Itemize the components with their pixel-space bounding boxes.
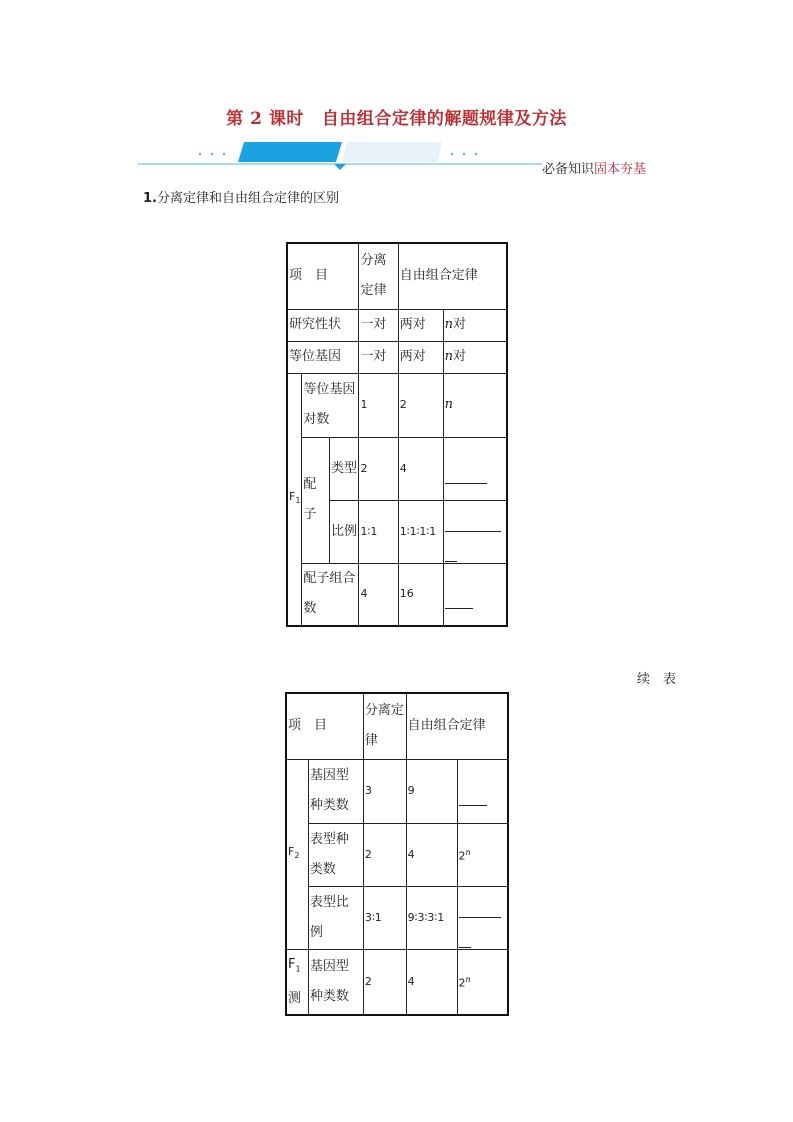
table-row	[286, 693, 508, 759]
header-item: 项 目	[286, 693, 363, 759]
comparison-table-1	[286, 242, 508, 627]
header-independent: 自由组合定律	[398, 243, 507, 309]
section-heading: 1.分离定律和自由组合定律的区别	[143, 191, 339, 206]
fill-blank[interactable]	[457, 759, 508, 823]
table-row: $F_1$ 等位基因对数 1 2 n	[287, 373, 507, 437]
table-row: 表型比例 3∶1 9∶3∶3∶1	[286, 886, 508, 949]
gamete-label: 配子	[302, 437, 330, 563]
table-row: $F_1$ 测 基因型种类数 2 4 2$^n$	[286, 949, 508, 1015]
table-row: 表型种类数 2 4 2$^n$	[286, 823, 508, 886]
testcross-label: $F_1$ 测	[286, 949, 308, 1015]
table-row: 研究性状 一对 两对 n对	[287, 309, 507, 341]
fill-blank[interactable]	[443, 437, 507, 500]
table-row: $F_2$ 基因型种类数 3 9	[286, 759, 508, 823]
fill-blank[interactable]	[443, 500, 507, 563]
section-banner	[138, 140, 658, 177]
header-item: 项 目	[287, 243, 359, 309]
table-row: 配子组合数 4 16	[287, 563, 507, 626]
header-segregation: 分离定律	[363, 693, 406, 759]
table-row	[287, 243, 507, 309]
fill-blank[interactable]	[443, 563, 507, 626]
banner-label: 必备知识固本夯基	[542, 162, 647, 177]
header-segregation: 分离定律	[359, 243, 398, 309]
table-row: 等位基因 一对 两对 n对	[287, 341, 507, 373]
f2-label: $F_2$	[286, 759, 308, 949]
header-independent: 自由组合定律	[406, 693, 508, 759]
lesson-number: 第 2 课时	[226, 109, 304, 129]
f1-label: $F_1$	[287, 373, 302, 626]
page-title	[0, 104, 793, 129]
comparison-table-2	[285, 692, 509, 1016]
fill-blank[interactable]	[457, 886, 508, 949]
lesson-topic: 自由组合定律的解题规律及方法	[321, 109, 567, 129]
continued-label: 续 表	[637, 672, 677, 687]
table-row: 比例 1∶1 1∶1∶1∶1	[287, 500, 507, 563]
table-row: 配子 类型 2 4	[287, 437, 507, 500]
